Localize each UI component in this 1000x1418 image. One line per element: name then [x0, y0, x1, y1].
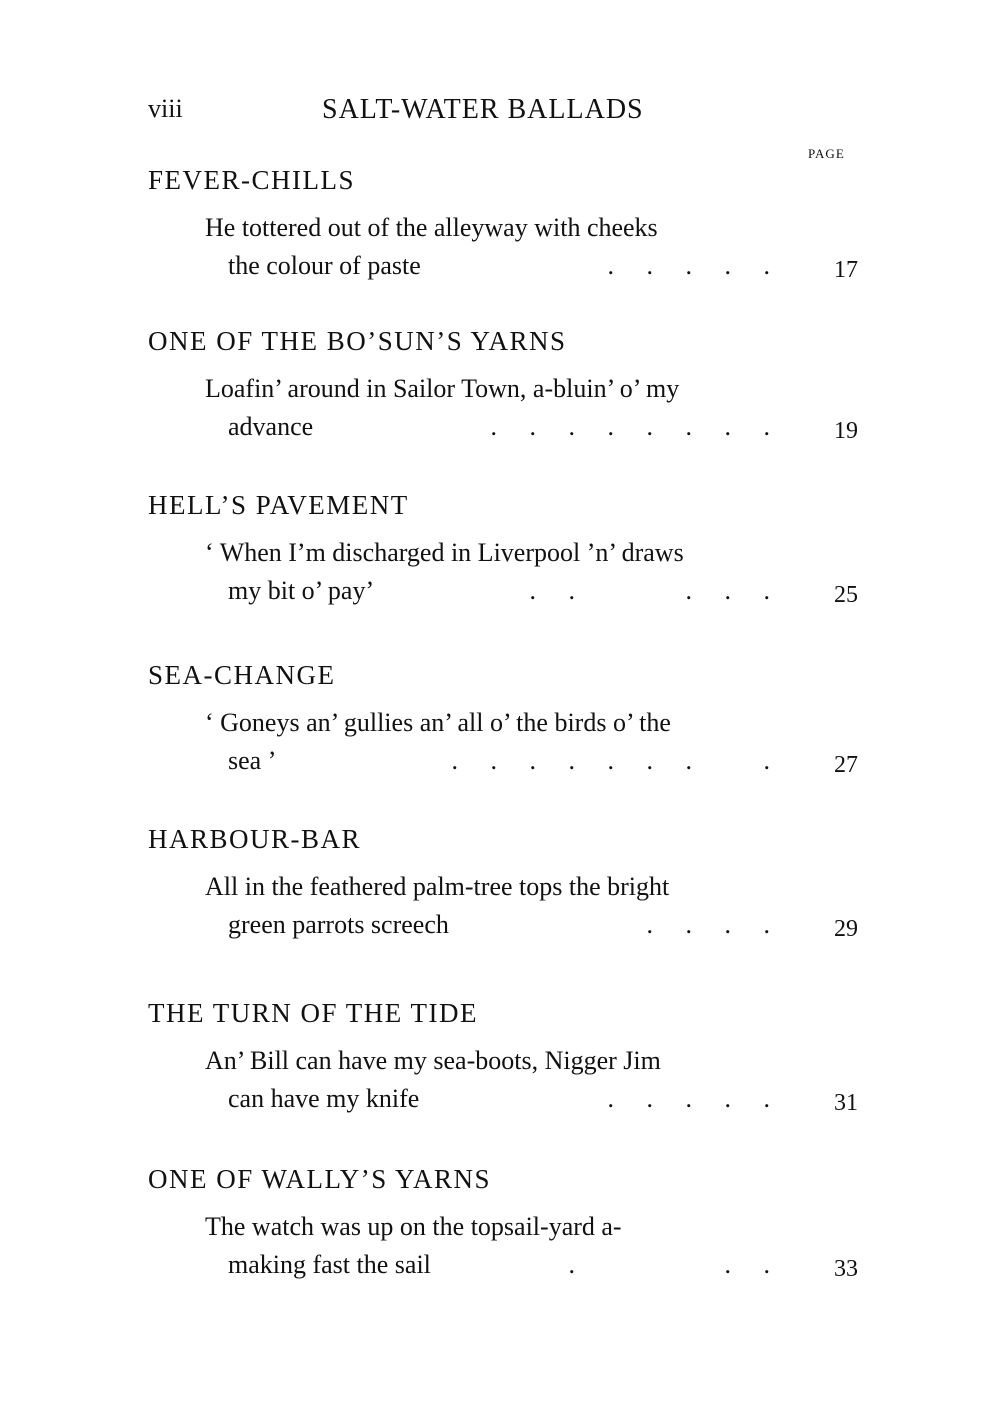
toc-entry-turn-of-the-tide — [148, 996, 858, 1118]
dot-leaders: . . . . . . . . — [490, 412, 770, 441]
page-number: 31 — [834, 1090, 858, 1116]
entry-first-line-continued — [228, 408, 858, 446]
entry-first-line: All in the feathered palm-tree tops the bright — [205, 872, 670, 901]
page-column-label: PAGE — [808, 146, 845, 161]
toc-entry-fever-chills — [148, 163, 858, 285]
running-title: SALT-WATER BALLADS — [322, 94, 644, 125]
entry-first-line: ‘ Goneys an’ gullies an’ all o’ the birds o’ the — [205, 708, 671, 737]
entry-first-line-cont-text: making fast the sail — [228, 1250, 431, 1279]
entry-first-line-cont-text: green parrots screech — [228, 910, 449, 939]
entry-title: HELL’S PAVEMENT — [148, 490, 409, 520]
entry-title: ONE OF THE BO’SUN’S YARNS — [148, 326, 567, 356]
page-number: 17 — [834, 257, 858, 283]
entry-title: FEVER-CHILLS — [148, 165, 355, 195]
entry-title: ONE OF WALLY’S YARNS — [148, 1164, 492, 1194]
entry-first-line-continued — [228, 906, 858, 944]
dot-leaders: . . . . . . . . — [451, 746, 770, 775]
toc-entry-hells-pavement — [148, 488, 858, 610]
toc-entry-sea-change — [148, 658, 858, 780]
toc-entry-bosuns-yarns — [148, 324, 858, 446]
page-number: 25 — [834, 582, 858, 608]
entry-first-line-continued — [228, 247, 858, 285]
page-number: 29 — [834, 916, 858, 942]
entry-first-line: ‘ When I’m discharged in Liverpool ’n’ draws — [205, 538, 684, 567]
entry-first-line-cont-text: advance — [228, 412, 314, 441]
entry-first-line-cont-text: the colour of paste — [228, 251, 421, 280]
dot-leaders: . . . . — [646, 910, 770, 939]
dot-leaders: . . . . . — [529, 576, 770, 605]
entry-title: SEA-CHANGE — [148, 660, 336, 690]
entry-first-line-cont-text: sea ’ — [228, 746, 277, 775]
entry-first-line-cont-text: my bit o’ pay’ — [228, 576, 375, 605]
entry-first-line-continued — [228, 1246, 858, 1284]
entry-first-line-continued — [228, 742, 858, 780]
dot-leaders: . . . . . — [607, 1084, 770, 1113]
entry-first-line: Loafin’ around in Sailor Town, a-bluin’ o’ my — [205, 374, 680, 403]
entry-first-line: He tottered out of the alleyway with cheeks — [205, 213, 658, 242]
entry-first-line-continued — [228, 1080, 858, 1118]
page-number: 27 — [834, 752, 858, 778]
entry-first-line: An’ Bill can have my sea-boots, Nigger Jim — [205, 1046, 661, 1075]
entry-title: HARBOUR-BAR — [148, 824, 362, 854]
entry-first-line: The watch was up on the topsail-yard a- — [205, 1212, 622, 1241]
running-header — [148, 90, 858, 130]
entry-first-line-cont-text: can have my knife — [228, 1084, 420, 1113]
toc-entry-harbour-bar — [148, 822, 858, 944]
dot-leaders: . . . . . — [607, 251, 770, 280]
page-folio: viii — [148, 94, 183, 123]
toc-entry-wallys-yarns — [148, 1162, 858, 1284]
page-number: 19 — [834, 418, 858, 444]
dot-leaders: . . . — [568, 1250, 770, 1279]
page-number: 33 — [834, 1256, 858, 1282]
entry-title: THE TURN OF THE TIDE — [148, 998, 478, 1028]
entry-first-line-continued — [228, 572, 858, 610]
